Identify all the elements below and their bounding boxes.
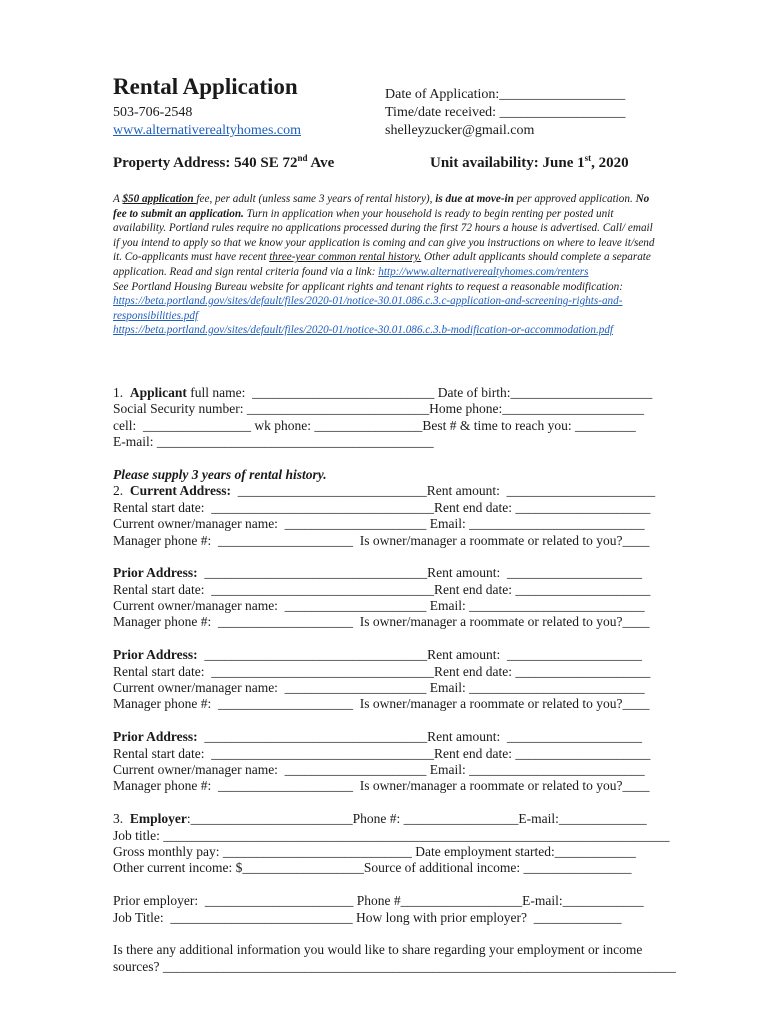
other-income-line[interactable]: Other current income: $__________________Source of additional income: ________________ — [113, 860, 632, 876]
contact-email: shelleyzucker@gmail.com — [385, 123, 535, 138]
owner-name-line[interactable]: Current owner/manager name: _____________________ Email: __________________________ — [113, 761, 645, 777]
prior-employer-line[interactable]: Prior employer: ______________________ Phone #__________________E-mail:____________ — [113, 893, 644, 909]
manager-phone-line[interactable]: Manager phone #: ____________________ Is owner/manager a roommate or related to you?____ — [113, 696, 650, 712]
prior-address-line[interactable]: Prior Address: _________________________________Rent amount: ____________________ — [113, 729, 643, 745]
employer-line[interactable]: 3. Employer:________________________Phone #: _________________E-mail:_____________ — [113, 811, 647, 827]
owner-name-line[interactable]: Current owner/manager name: _____________________ Email: __________________________ — [113, 516, 645, 532]
contact-phone: 503-706-2548 — [113, 105, 193, 120]
current-address-line[interactable]: 2. Current Address: ____________________________Rent amount: ______________________ — [113, 483, 656, 499]
applicant-name-line[interactable]: 1. Applicant full name: ___________________________ Date of birth:_____________________ — [113, 385, 653, 400]
rental-dates-line[interactable]: Rental start date: _________________________________Rent end date: ____________________ — [113, 745, 651, 761]
application-form — [113, 385, 676, 975]
phone-line[interactable]: cell: ________________ wk phone: ________________Best # & time to reach you: _________ — [113, 417, 636, 433]
rental-history-heading: Please supply 3 years of rental history. — [113, 466, 327, 482]
email-line[interactable]: E-mail: _________________________________________ — [113, 434, 434, 450]
date-of-application-field[interactable]: Date of Application:__________________ — [385, 87, 626, 102]
additional-info-line[interactable]: sources? ____________________________________________________________________________ — [113, 958, 676, 974]
gross-pay-line[interactable]: Gross monthly pay: ____________________________ Date employment started:____________ — [113, 843, 636, 859]
screening-rights-link[interactable]: https://beta.portland.gov/sites/default/files/2020-01/notice-30.01.086.c.3.c-application-and-screening-rights-and-responsibilities.pdf — [113, 295, 623, 322]
modification-link[interactable]: https://beta.portland.gov/sites/default/files/2020-01/notice-30.01.086.c.3.b-modification-or-accommodation.pdf — [113, 324, 614, 337]
job-title-line[interactable]: Job title: ___________________________________________________________________________ — [113, 827, 670, 843]
time-received-field[interactable]: Time/date received: __________________ — [385, 105, 626, 120]
renters-criteria-link[interactable]: http://www.alternativerealtyhomes.com/renters — [378, 265, 589, 278]
property-address: Property Address: 540 SE 72nd Ave — [113, 153, 335, 171]
rental-dates-line[interactable]: Rental start date: _________________________________Rent end date: ____________________ — [113, 663, 651, 679]
prior-job-title-line[interactable]: Job Title: ___________________________ How long with prior employer? _____________ — [113, 909, 622, 925]
manager-phone-line[interactable]: Manager phone #: ____________________ Is owner/manager a roommate or related to you?____ — [113, 532, 650, 548]
website-link[interactable]: www.alternativerealtyhomes.com — [113, 123, 302, 138]
owner-name-line[interactable]: Current owner/manager name: _____________________ Email: __________________________ — [113, 598, 645, 614]
document-title: Rental Application — [113, 74, 298, 99]
application-instructions — [113, 192, 658, 338]
rental-dates-line[interactable]: Rental start date: _________________________________Rent end date: ____________________ — [113, 499, 651, 515]
housing-bureau-paragraph: See Portland Housing Bureau website for applicant rights and tenant rights to request a reasonable modification: https://beta.portland.gov/sites/default/files/2020-01/notice-30.01.086.c.3.c-application-and-screening-rights-and-responsibilities.pdf https://beta.portland.gov/sites/default/files/2020-01/notice-30.01.086.c.3.b-modification-or-accommodation.pdf — [113, 280, 623, 337]
prior-address-line[interactable]: Prior Address: _________________________________Rent amount: ____________________ — [113, 565, 643, 581]
owner-name-line[interactable]: Current owner/manager name: _____________________ Email: __________________________ — [113, 680, 645, 696]
instructions-paragraph: A $50 application fee, per adult (unless same 3 years of rental history), is due at move-in per approved application. No fee to submit an application. Turn in application when your household is ready to begin renting per posted unit availability. Portland rules require no applications processed during the first 72 hours a house is advertised. Call/ email if you intend to apply so that we know your application is coming and can give you instructions on where to leave it/send it. Co-applicants must have recent three-year common rental history. Other adult applicants should complete a separate application. Read and sign rental criteria found via a link: http://www.alternativerealtyhomes.com/renters — [113, 193, 655, 278]
prior-address-line[interactable]: Prior Address: _________________________________Rent amount: ____________________ — [113, 647, 643, 663]
manager-phone-line[interactable]: Manager phone #: ____________________ Is owner/manager a roommate or related to you?____ — [113, 778, 650, 794]
unit-availability: Unit availability: June 1st, 2020 — [430, 153, 629, 171]
manager-phone-line[interactable]: Manager phone #: ____________________ Is owner/manager a roommate or related to you?____ — [113, 614, 650, 630]
ssn-line[interactable]: Social Security number: ___________________________Home phone:_____________________ — [113, 401, 644, 417]
additional-info-question: Is there any additional information you would like to share regarding your employment or income — [113, 942, 643, 958]
rental-dates-line[interactable]: Rental start date: _________________________________Rent end date: ____________________ — [113, 581, 651, 597]
